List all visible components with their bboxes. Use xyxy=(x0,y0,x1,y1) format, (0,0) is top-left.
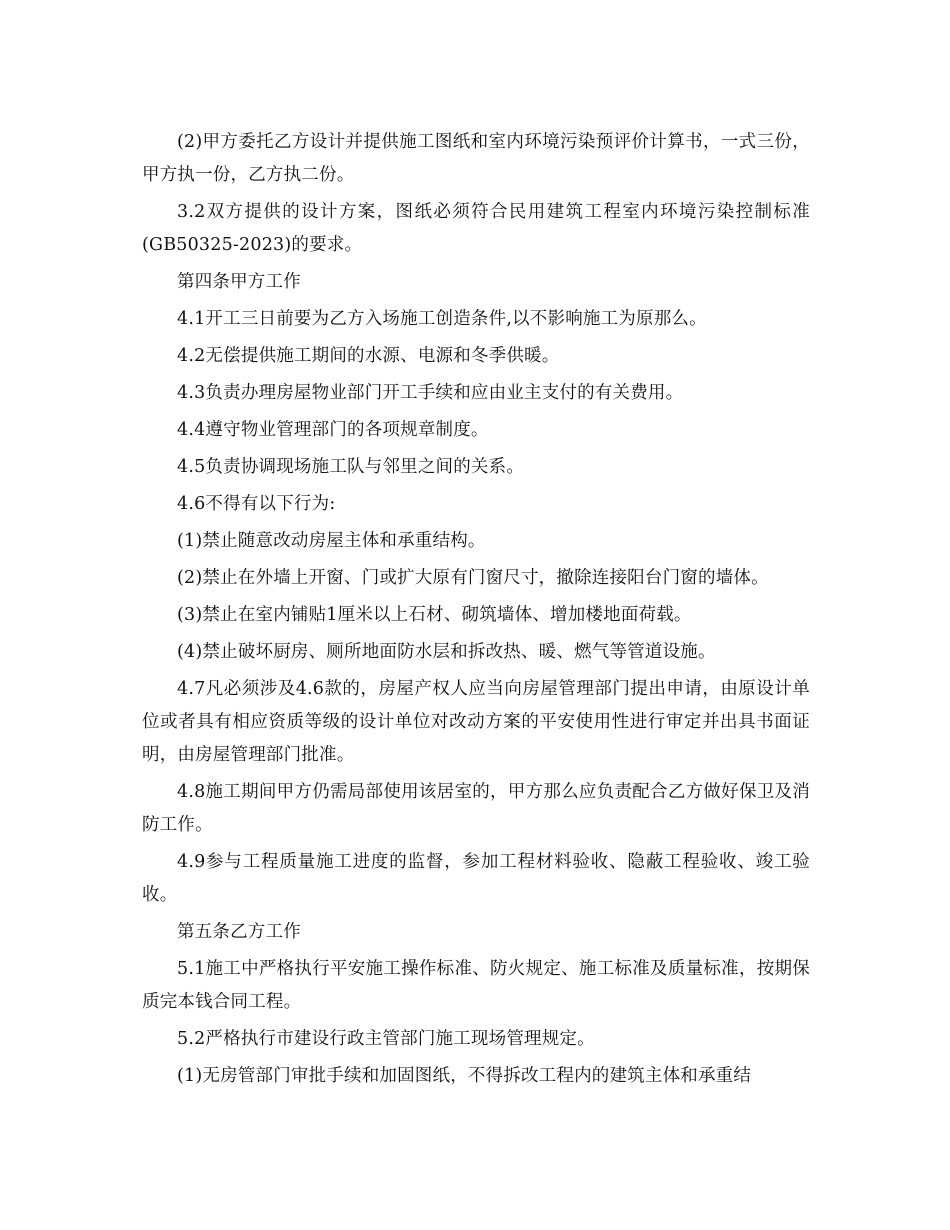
section-heading: 第五条乙方工作 xyxy=(177,922,301,942)
paragraph: 4.3负责办理房屋物业部门开工手续和应由业主支付的有关费用。 xyxy=(177,383,684,403)
paragraph: 5.1施工中严格执行平安施工操作标准、防火规定、施工标准及质量标准，按期保质完本钱合同工程。 xyxy=(142,959,810,1012)
paragraph: 4.1开工三日前要为乙方入场施工创造条件,以不影响施工为原那么。 xyxy=(177,309,707,329)
paragraph: 4.7凡必须涉及4.6款的，房屋产权人应当向房屋管理部门提出申请，由原设计单位或者具有相应资质等级的设计单位对改动方案的平安使用性进行审定并出具书面证明，由房屋管理部门批准。 xyxy=(142,679,810,765)
document-body xyxy=(142,126,810,1097)
paragraph: 5.2严格执行市建设行政主管部门施工现场管理规定。 xyxy=(177,1029,595,1049)
list-item: (1)无房管部门审批手续和加固图纸，不得拆改工程内的建筑主体和承重结 xyxy=(177,1066,752,1086)
section-heading: 第四条甲方工作 xyxy=(177,272,301,292)
paragraph: 4.8施工期间甲方仍需局部使用该居室的，甲方那么应负责配合乙方做好保卫及消防工作。 xyxy=(142,782,810,835)
list-item: (4)禁止破坏厨房、厕所地面防水层和拆改热、暖、燃气等管道设施。 xyxy=(177,642,716,662)
paragraph: 3.2双方提供的设计方案，图纸必须符合民用建筑工程室内环境污染控制标准(GB50325-2023)的要求。 xyxy=(142,202,810,255)
paragraph: 4.9参与工程质量施工进度的监督，参加工程材料验收、隐蔽工程验收、竣工验收。 xyxy=(142,852,810,905)
list-item: (2)禁止在外墙上开窗、门或扩大原有门窗尺寸，撤除连接阳台门窗的墙体。 xyxy=(177,568,769,588)
paragraph: 4.6不得有以下行为: xyxy=(177,494,336,514)
paragraph: 4.2无偿提供施工期间的水源、电源和冬季供暖。 xyxy=(177,346,560,366)
paragraph: (2)甲方委托乙方设计并提供施工图纸和室内环境污染预评价计算书，一式三份，甲方执一份，乙方执二份。 xyxy=(142,132,810,185)
paragraph: 4.4遵守物业管理部门的各项规章制度。 xyxy=(177,420,489,440)
list-item: (1)禁止随意改动房屋主体和承重结构。 xyxy=(177,531,486,551)
list-item: (3)禁止在室内铺贴1厘米以上石材、砌筑墙体、增加楼地面荷载。 xyxy=(177,605,692,625)
paragraph: 4.5负责协调现场施工队与邻里之间的关系。 xyxy=(177,457,525,477)
